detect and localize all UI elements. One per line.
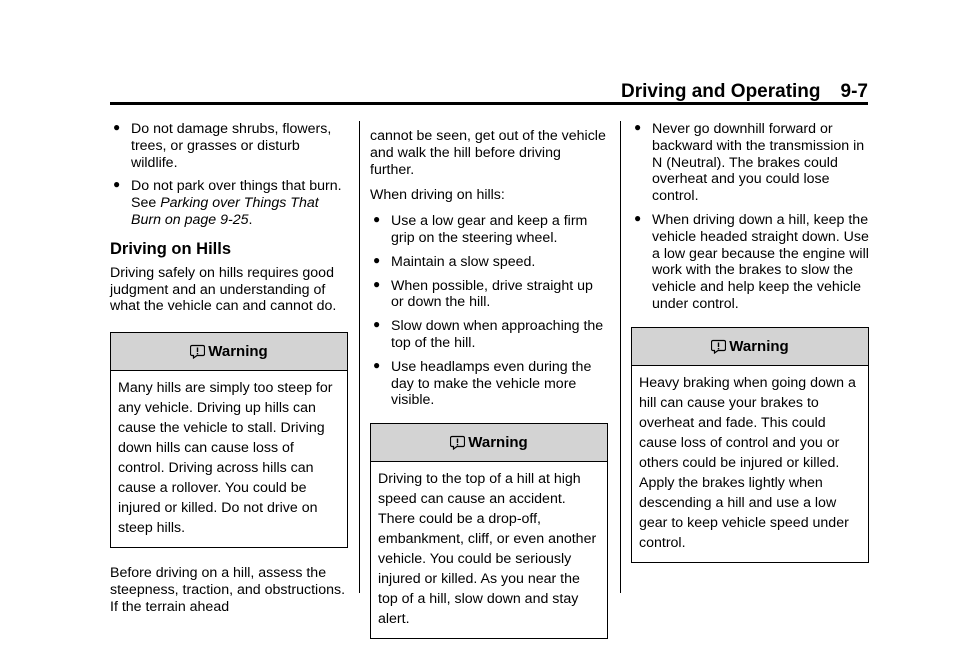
- list-item: ● Use headlamps even during the day to make the vehicle more visible.: [373, 357, 592, 409]
- warning-body: Driving to the top of a hill at high speed can cause an accident. There could be a drop-off, embankment, cliff, or even another vehicle. You could be seriously injured or killed. As you near the top of a hill, slow down and stay alert.: [378, 471, 597, 628]
- column-3: [631, 121, 869, 563]
- list-item: ● Maintain a slow speed.: [373, 252, 536, 270]
- bullet-icon: ●: [113, 120, 121, 134]
- warning-title: Warning: [111, 333, 347, 371]
- cross-reference-link[interactable]: Parking over Things That Burn on page 9-25: [131, 195, 319, 228]
- warning-icon: [190, 344, 205, 359]
- warning-box: [631, 327, 869, 563]
- column-2: [370, 128, 608, 639]
- warning-icon: [711, 339, 726, 354]
- warning-box: [370, 423, 608, 639]
- list-item: ● When driving down a hill, keep the vehicle headed straight down. Use a low gear because the engine will work with the brakes to slow the vehicle and help keep the vehicle under control.: [634, 210, 869, 312]
- warning-title: Warning: [632, 328, 868, 366]
- bullet-icon: ●: [373, 252, 381, 267]
- bullet-icon: ●: [373, 357, 381, 372]
- bullet-icon: ●: [373, 212, 381, 227]
- paragraph: Driving safely on hills requires good judgment and an understanding of what the vehicle can and cannot do.: [110, 264, 337, 315]
- bullet-icon: ●: [634, 210, 642, 225]
- section-title: Driving and Operating: [621, 81, 821, 102]
- bullet-icon: ●: [373, 276, 381, 291]
- bullet-list: [110, 121, 348, 229]
- paragraph: Before driving on a hill, assess the steepness, traction, and obstructions. If the terrain ahead: [110, 565, 346, 615]
- section-heading: Driving on Hills: [110, 239, 232, 258]
- column-1: [110, 121, 348, 625]
- list-item: ● Do not damage shrubs, flowers, trees, or grasses or disturb wildlife.: [113, 120, 332, 171]
- list-item: ● When possible, drive straight up or down the hill.: [373, 276, 593, 311]
- bullet-icon: ●: [634, 120, 642, 134]
- list-item: ● Use a low gear and keep a firm grip on the steering wheel.: [373, 212, 588, 246]
- bullet-list: [631, 121, 869, 313]
- warning-icon: [450, 435, 465, 450]
- column-divider: [359, 121, 360, 593]
- paragraph: cannot be seen, get out of the vehicle and walk the hill before driving further.: [370, 128, 606, 178]
- warning-title: Warning: [371, 424, 607, 462]
- bullet-icon: ●: [373, 317, 381, 332]
- warning-body: Heavy braking when going down a hill can cause your brakes to overheat and fade. This could cause loss of control and you or others could be injured or killed. Apply the brakes lightly when descending a hill and use a low gear to keep vehicle speed under control.: [639, 374, 856, 551]
- page-number: 9-7: [840, 81, 868, 102]
- column-divider: [620, 121, 621, 593]
- warning-box: [110, 332, 348, 548]
- list-item: ● Do not park over things that burn. See Parking over Things That Burn on page 9-25.: [113, 177, 342, 228]
- list-item: ● Never go downhill forward or backward with the transmission in N (Neutral). The brakes could overheat and you could lose control.: [634, 120, 865, 205]
- paragraph: When driving on hills:: [370, 187, 505, 204]
- bullet-list: [370, 213, 608, 409]
- warning-body: Many hills are simply too steep for any vehicle. Driving up hills can cause the vehicle to stall. Driving down hills can cause loss of control. Driving across hills can cause a rollover. You could be injured or killed. Do not drive on steep hills.: [118, 380, 333, 537]
- header-rule: [110, 102, 868, 105]
- bullet-icon: ●: [113, 177, 121, 192]
- list-item: ● Slow down when approaching the top of the hill.: [373, 317, 604, 351]
